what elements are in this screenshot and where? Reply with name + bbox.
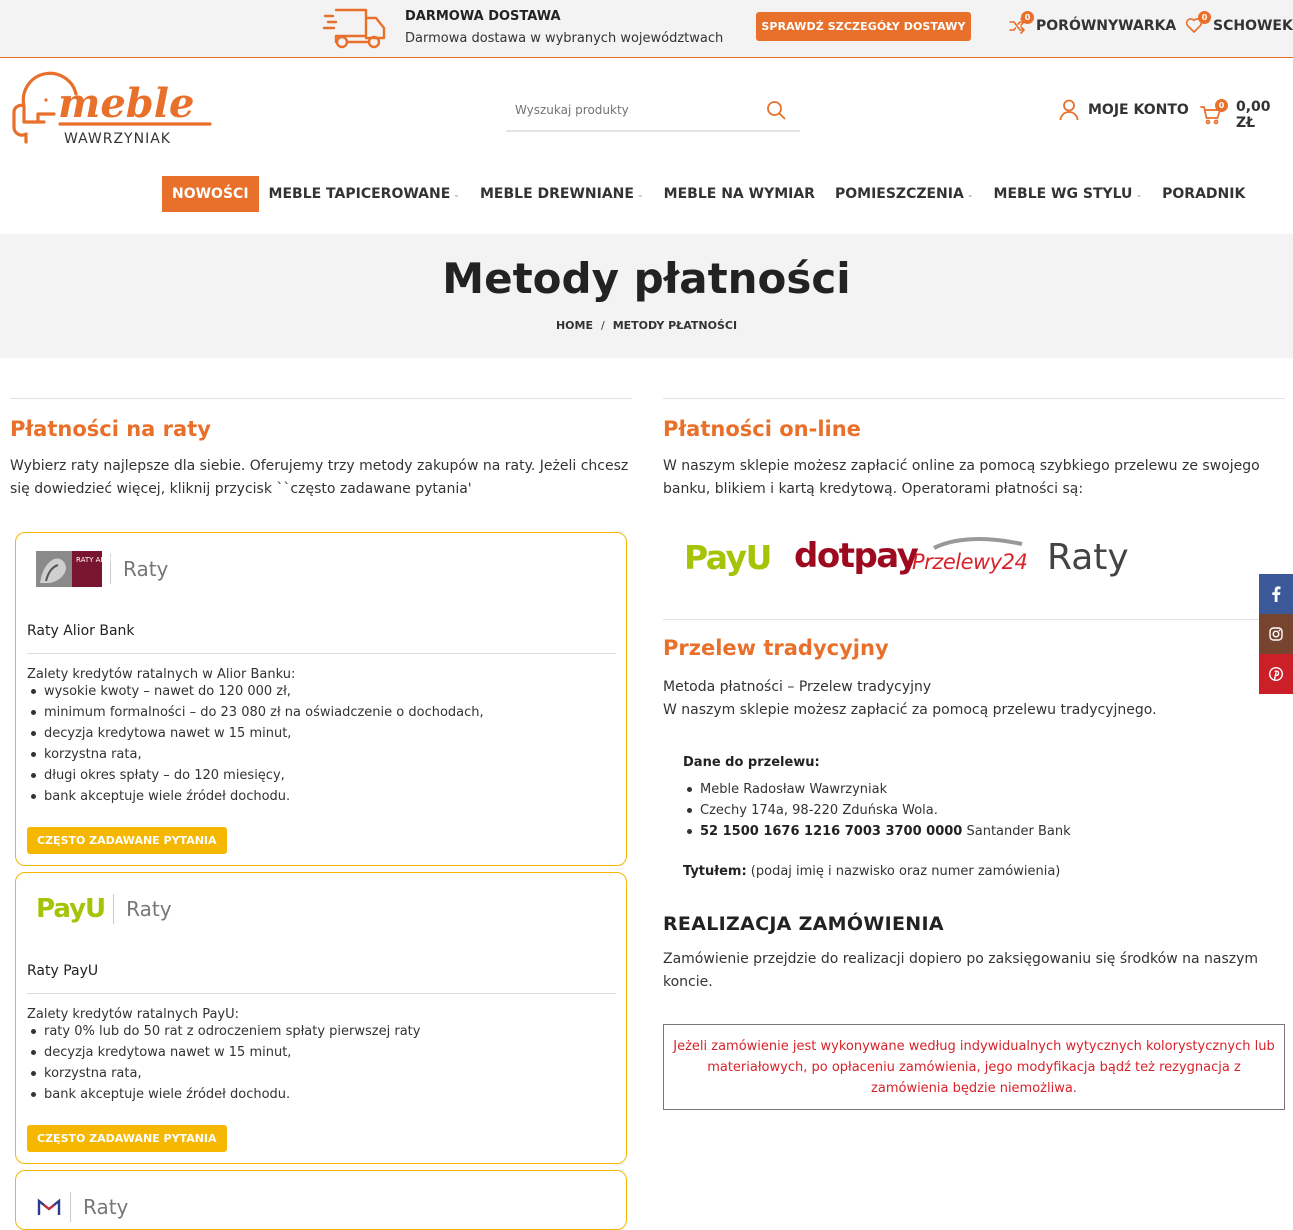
shipping-title: DARMOWA DOSTAWA [405,9,561,24]
bank-logo-icon [36,1197,62,1217]
third-raty-logo [36,1189,128,1225]
card-title: Raty PayU [27,963,99,979]
chevron-down-icon: ⌄ [453,189,460,199]
installment-card-alior [15,532,627,866]
nav-label: MEBLE WG STYLU [993,186,1133,202]
account-link[interactable] [1059,99,1189,121]
truck-icon [322,4,388,52]
raty-word: Raty [83,1195,129,1219]
installment-card-payu [15,872,627,1164]
chevron-down-icon: ⌄ [636,189,644,199]
recipient-name: Meble Radosław Wawrzyniak [700,782,888,797]
cart-link[interactable] [1200,99,1293,131]
list-item: korzystna rata, [27,744,484,765]
search-input[interactable] [506,90,756,130]
list-item: korzystna rata, [27,1063,420,1084]
nav-label: NOWOŚCI [172,186,249,202]
installments-intro: Wybierz raty najlepsze dla siebie. Oferujemy trzy metody zakupów na raty. Jeżeli chcesz się dowiedzieć więcej, kliknij przycisk ``często zadawane pytania' [10,458,629,497]
breadcrumb-separator: / [600,319,605,332]
payu-logo-text: PayU [36,894,106,924]
installment-card-third [15,1170,627,1230]
compare-icon [1008,13,1031,35]
list-item [683,800,1071,821]
alior-raty-logo [36,551,168,587]
nav-label: MEBLE DREWNIANE [479,186,634,202]
card-intro: Zalety kredytów ratalnych PayU: [27,1007,239,1022]
realization-text: Zamówienie przejdzie do realizacji dopiero po zaksięgowaniu się środków na naszym koncie. [663,951,1259,990]
list-item: bank akceptuje wiele źródeł dochodu. [27,786,484,807]
divider [663,398,1285,399]
chevron-down-icon: ⌄ [966,189,974,199]
breadcrumb-current: METODY PŁATNOŚCI [612,319,738,332]
alior-logo-text: RATY ALIOR [76,556,117,564]
chevron-down-icon: ⌄ [1135,189,1143,199]
nav-item-meble-tapicerowane[interactable] [259,176,470,212]
transfer-heading: Przelew tradycyjny [663,636,889,660]
logo-divider [113,894,114,924]
list-item: długi okres spłaty – do 120 miesięcy, [27,765,484,786]
nav-item-nowosci[interactable] [162,176,259,212]
nav-item-meble-na-wymiar[interactable] [654,176,825,212]
nav-item-pomieszczenia[interactable] [825,176,984,212]
cart-count-badge: 0 [1215,99,1228,112]
wishlist-link[interactable] [1185,13,1293,35]
search-bar [506,90,800,132]
installments-heading: Płatności na raty [10,417,211,441]
transfer-title-value: (podaj imię i nazwisko oraz numer zamówienia) [750,864,1061,879]
logo-word: meble [58,80,195,127]
transfer-line-2: W naszym sklepie możesz zapłacić za pomocą przelewu tradycyjnego. [663,702,1157,718]
list-item [683,779,1071,800]
nav-label: MEBLE NA WYMIAR [663,186,815,202]
logo-subtitle: WAWRZYNIAK [64,131,171,147]
divider [10,398,632,399]
transfer-details-list [683,779,1071,842]
raty-word: Raty [126,897,172,921]
installments-section [10,398,632,501]
raty-word: Raty [123,557,169,581]
list-item: wysokie kwoty – nawet do 120 000 zł, [27,681,484,702]
bank-name: Santander Bank [966,824,1071,839]
card-divider [27,993,616,994]
pinterest-icon [1269,667,1283,681]
nav-item-poradnik[interactable] [1152,176,1255,212]
compare-label: PORÓWNYWARKA [1036,18,1177,34]
nav-label: POMIESZCZENIA [834,186,964,202]
cart-icon [1200,101,1225,125]
card-divider [27,653,616,654]
nav-item-meble-drewniane[interactable] [470,176,654,212]
search-icon[interactable] [766,100,786,120]
facebook-share-button[interactable] [1259,574,1293,614]
transfer-details-heading: Dane do przelewu: [683,755,820,770]
faq-button-alior[interactable]: CZĘSTO ZADAWANE PYTANIA [27,827,227,854]
wishlist-label: SCHOWEK [1213,18,1293,34]
nav-label: MEBLE TAPICEROWANE [268,186,451,202]
instagram-share-button[interactable] [1259,614,1293,654]
heart-icon [1185,13,1208,35]
transfer-line-1: Metoda płatności – Przelew tradycyjny [663,679,932,695]
faq-button-payu[interactable]: CZĘSTO ZADAWANE PYTANIA [27,1125,227,1152]
raty-operator-logo: Raty [1047,537,1129,578]
list-item [683,821,1071,842]
account-label: MOJE KONTO [1088,102,1189,118]
top-bar [0,0,1293,58]
list-item: decyzja kredytowa nawet w 15 minut, [27,723,484,744]
shipping-subtitle: Darmowa dostawa w wybranych województwach [405,31,724,46]
shipping-details-button[interactable]: SPRAWDŹ SZCZEGÓŁY DOSTAWY [756,12,971,41]
payu-benefits-list [27,1021,420,1105]
nav-label: PORADNIK [1162,186,1246,202]
online-intro: W naszym sklepie możesz zapłacić online za pomocą szybkiego przelewu ze swojego banku, blikiem i kartą kredytową. Operatorami płatności są: [663,458,1260,497]
recipient-address: Czechy 174a, 98-220 Zduńska Wola. [700,803,938,818]
list-item: raty 0% lub do 50 rat z odroczeniem spłaty pierwszej raty [27,1021,420,1042]
facebook-icon [1271,586,1281,602]
realization-heading: REALIZACJA ZAMÓWIENIA [663,913,944,935]
list-item: minimum formalności – do 23 080 zł na oświadczenie o dochodach, [27,702,484,723]
compare-link[interactable] [1008,13,1177,35]
dotpay-operator-logo: dotpay [794,536,918,576]
payu-operator-logo: PayU [684,538,771,577]
order-warning-box: Jeżeli zamówienie jest wykonywane według indywidualnych wytycznych kolorystycznych lub materiałowych, po opłaceniu zamówienia, jego modyfikacja bądź też rezygnacja z zamówienia będzie niemożliwa. [663,1024,1285,1110]
przelewy24-operator-logo: Przelewy24 [912,550,1028,574]
wishlist-count-badge: 0 [1198,11,1211,24]
divider [663,619,1285,620]
list-item: decyzja kredytowa nawet w 15 minut, [27,1042,420,1063]
page-title: Metody płatności [442,254,851,303]
przelewy24-swoosh-icon [914,536,1024,550]
online-section [663,398,1285,501]
transfer-title-label: Tytułem: [683,864,747,879]
logo-divider [70,1192,71,1222]
instagram-icon [1269,627,1283,641]
payu-raty-logo [36,891,172,927]
card-title: Raty Alior Bank [27,623,135,639]
online-heading: Płatności on-line [663,417,861,441]
account-number: 52 1500 1676 1216 7003 3700 0000 [700,824,963,839]
user-icon [1059,99,1079,121]
main-nav [162,176,1255,212]
breadcrumb-home[interactable]: HOME [555,319,593,332]
list-item: bank akceptuje wiele źródeł dochodu. [27,1084,420,1105]
alior-benefits-list [27,681,484,807]
pinterest-share-button[interactable] [1259,654,1293,694]
breadcrumb [0,319,1293,332]
card-intro: Zalety kredytów ratalnych w Alior Banku: [27,667,296,682]
transfer-title-line [683,864,1060,879]
cart-total: 0,00 ZŁ [1236,99,1271,131]
compare-count-badge: 0 [1021,11,1034,24]
nav-item-meble-wg-stylu[interactable] [984,176,1153,212]
